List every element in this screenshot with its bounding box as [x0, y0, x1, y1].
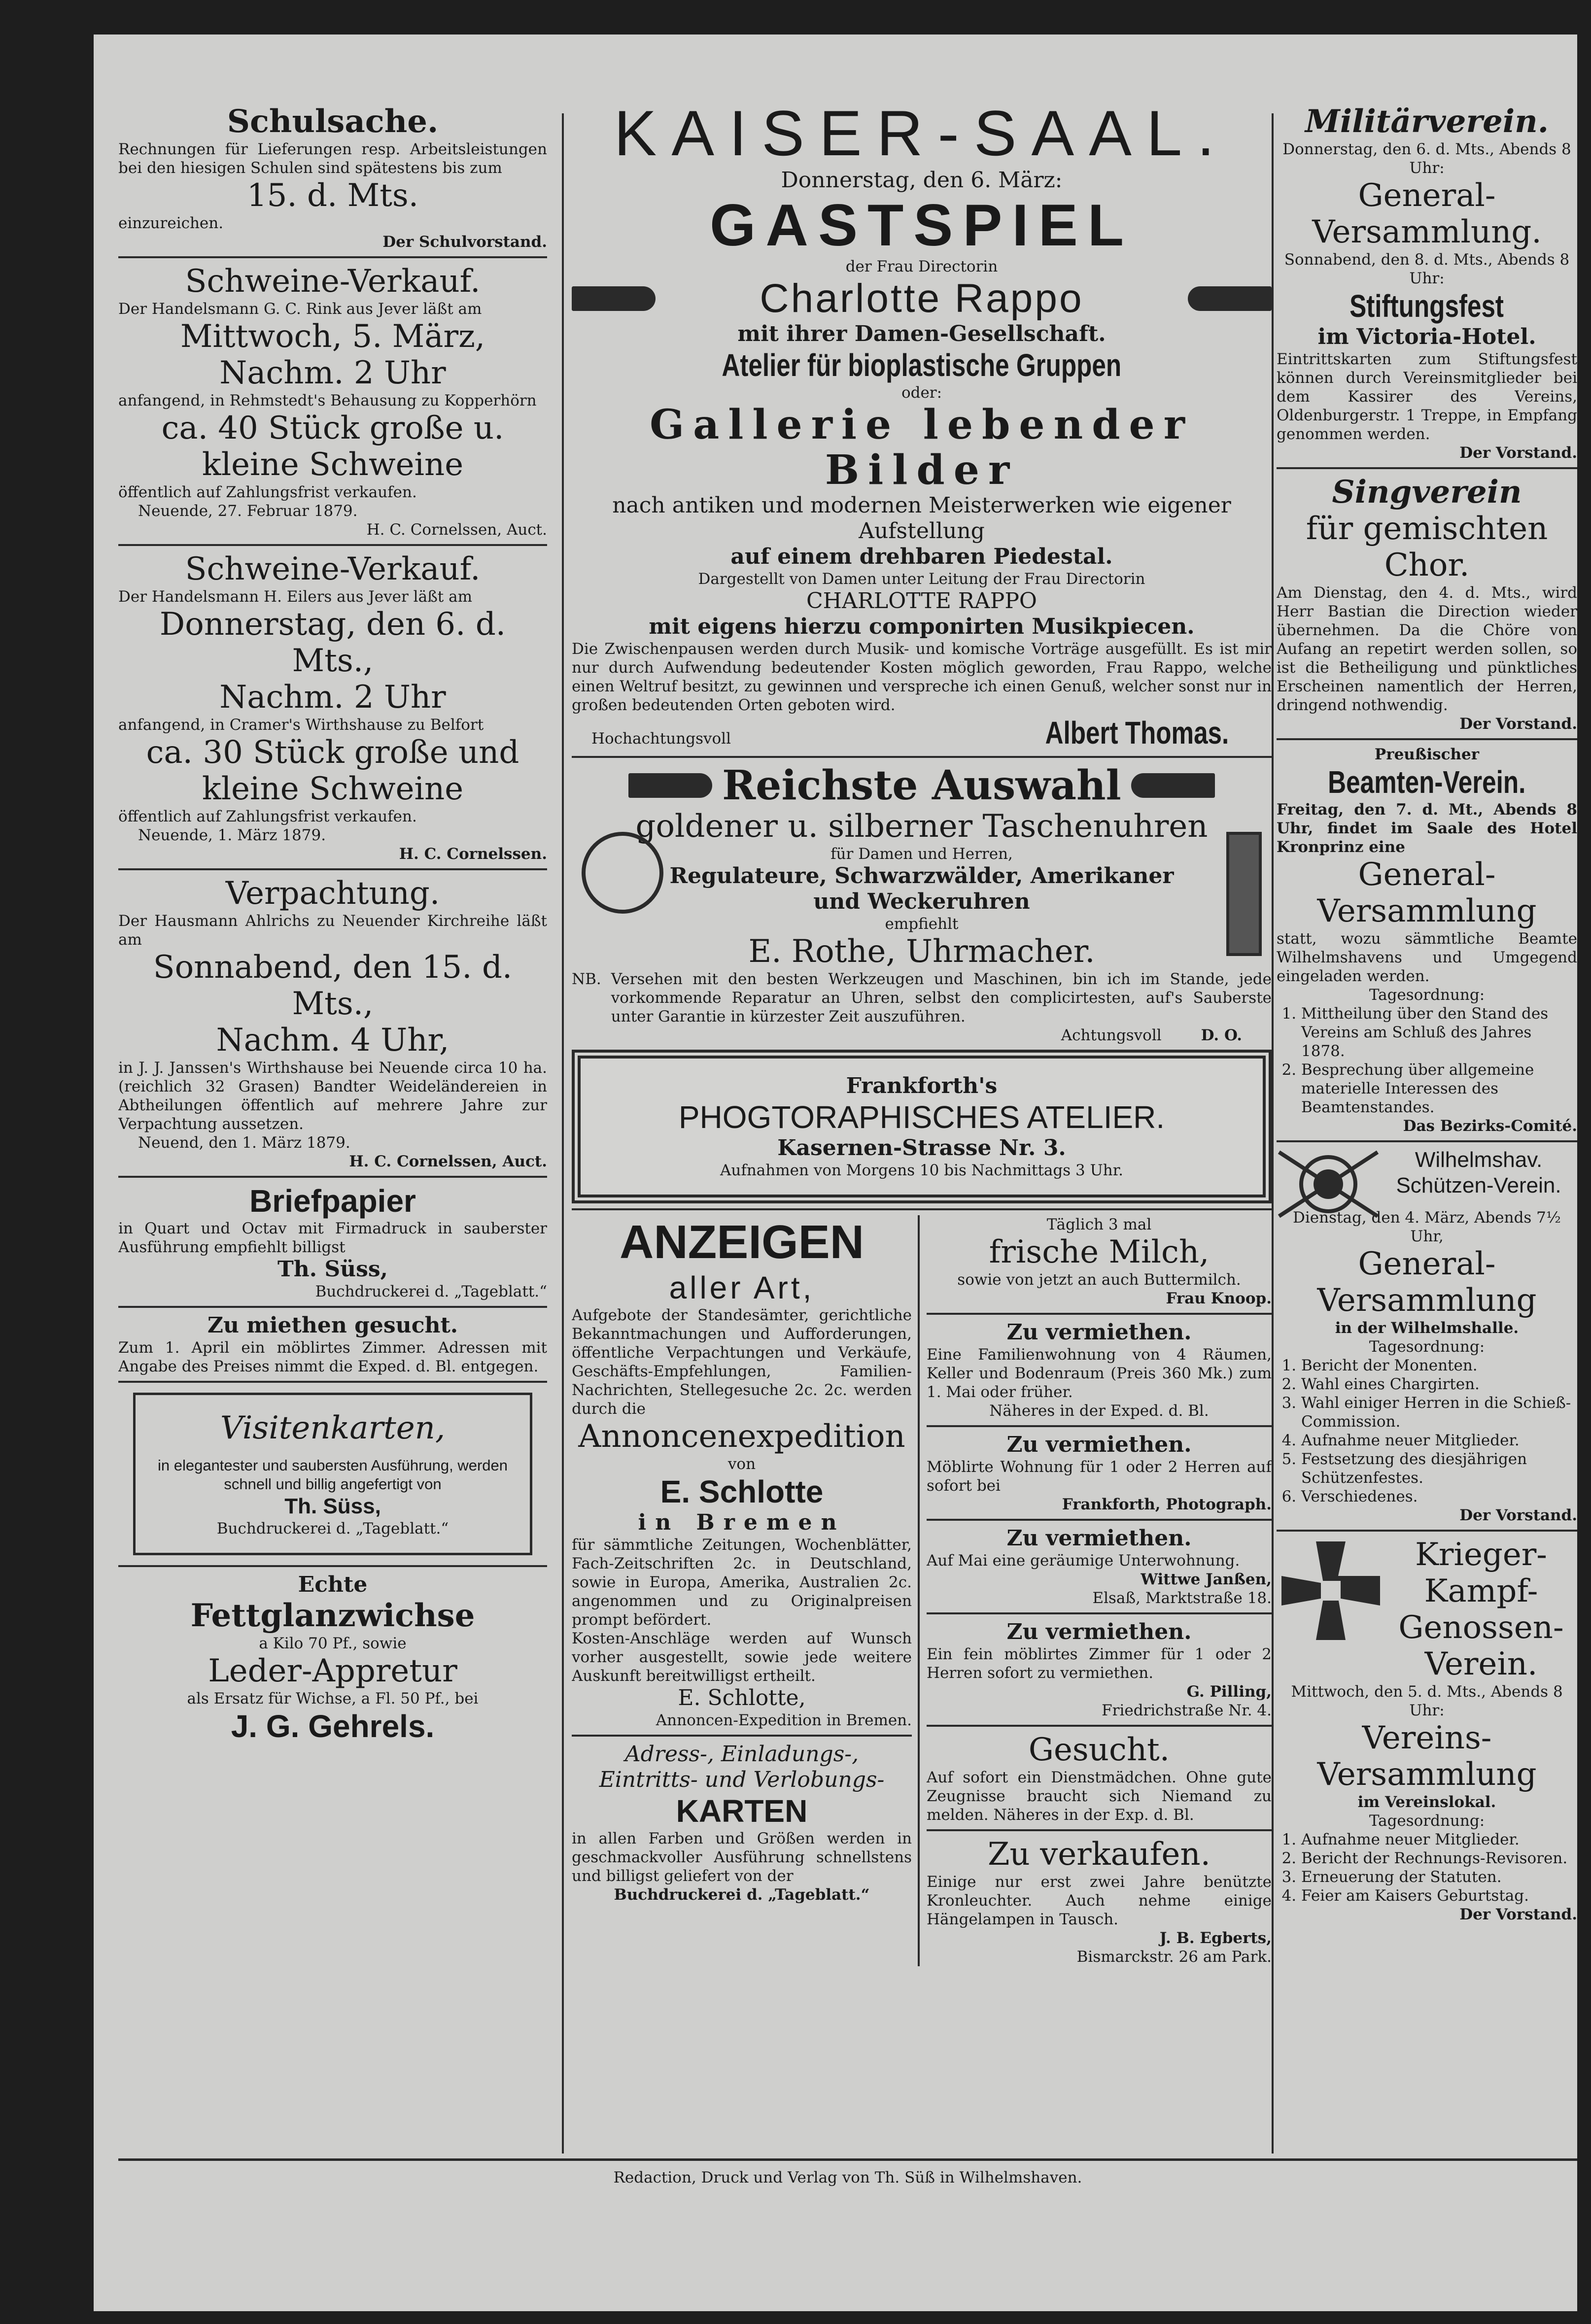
- divider: [927, 1425, 1272, 1427]
- ad-signature: H. C. Cornelssen.: [399, 845, 547, 863]
- ad-signature: Wittwe Janßen,: [1141, 1571, 1272, 1588]
- ad-title: Schweine-Verkauf.: [185, 551, 481, 587]
- ad-subtitle: goldener u. silberner Taschenuhren: [635, 808, 1208, 845]
- ad-text: im Vereinslokal.: [1357, 1793, 1496, 1811]
- ad-text: Rechnungen für Lieferungen resp. Arbeitsleistungen bei den hiesigen Schulen sind spätestens bis zum: [118, 140, 547, 177]
- ad-briefpapier: [118, 1183, 547, 1301]
- ad-heading: Annoncenexpedition: [578, 1418, 905, 1455]
- agenda-item: 4. Feier am Kaisers Geburtstag.: [1301, 1886, 1577, 1905]
- divider: [118, 1381, 547, 1383]
- divider: [1277, 1530, 1577, 1532]
- divider: [118, 1306, 547, 1308]
- ad-title: Schulsache.: [227, 103, 439, 140]
- divider: [572, 756, 1272, 758]
- ad-text: Näheres in der Exped. d. Bl.: [989, 1402, 1209, 1420]
- ad-milch: [927, 1215, 1272, 1308]
- ad-text: Ein fein möblirtes Zimmer für 1 oder 2 Herren sofort zu vermiethen.: [927, 1645, 1272, 1682]
- ad-title: Militärverein.: [1305, 103, 1549, 140]
- ad-text: Achtungsvoll: [1061, 1026, 1162, 1044]
- column-rule-left: [562, 113, 564, 2153]
- ad-title: Visitenkarten,: [220, 1410, 446, 1446]
- ad-title: Singverein: [1332, 474, 1522, 511]
- divider: [927, 1612, 1272, 1614]
- column-middle: [572, 79, 1272, 2124]
- ad-zu-verkaufen: [927, 1836, 1272, 1966]
- ad-beamten-verein: [1277, 745, 1577, 1135]
- target-rifles-icon: [1277, 1147, 1380, 1221]
- ad-heading: Stiftungsfest: [1349, 288, 1504, 324]
- divider: [118, 256, 547, 258]
- ad-text: Kosten-Anschläge werden auf Wunsch vorher ausgestellt, sowie jede weitere Auskunft bereitwilligst ertheilt.: [572, 1630, 912, 1685]
- column-rule-right: [1272, 113, 1274, 2153]
- ad-text: mit ihrer Damen-Gesellschaft.: [737, 321, 1106, 346]
- ad-text: der Frau Directorin: [845, 258, 998, 275]
- pointing-hand-icon: [1131, 773, 1215, 798]
- ad-signature: Der Schulvorstand.: [382, 233, 547, 251]
- ad-heading: General-Versammlung.: [1312, 177, 1542, 250]
- ad-text: Auf Mai eine geräumige Unterwohnung.: [927, 1552, 1240, 1570]
- ad-name: Th. Süss,: [284, 1494, 381, 1518]
- ad-text: Möblirte Wohnung für 1 oder 2 Herren auf sofort bei: [927, 1458, 1272, 1495]
- ad-text: Der Handelsmann H. Eilers aus Jever läßt am: [118, 588, 472, 606]
- ad-heading: General-Versammlung: [1317, 1246, 1537, 1319]
- ad-text: Adress-, Einladungs-,: [624, 1742, 859, 1767]
- ad-subtitle: aller Art,: [669, 1270, 815, 1305]
- ad-text: auf einem drehbaren Piedestal.: [730, 544, 1113, 569]
- ad-text: sowie von jetzt an auch Buttermilch.: [957, 1271, 1241, 1289]
- ad-title: Gesucht.: [1028, 1732, 1170, 1768]
- divider: [118, 868, 547, 870]
- ad-zu-vermiethen-4: [927, 1619, 1272, 1720]
- ad-title: Fettglanzwichse: [190, 1597, 475, 1634]
- column-right: [1277, 79, 1577, 2124]
- ad-text: Eintritts- und Verlobungs-: [599, 1767, 885, 1792]
- ad-signature: Der Vorstand.: [1459, 715, 1577, 733]
- ad-schuetzen-verein: [1277, 1147, 1577, 1525]
- ad-schulsache: [118, 103, 547, 251]
- ad-text: Auf sofort ein Dienstmädchen. Ohne gute Zeugnisse braucht sich Niemand zu melden. Näheres in der Exp. d. Bl.: [927, 1769, 1272, 1824]
- ad-text: anfangend, in Rehmstedt's Behausung zu Kopperhörn: [118, 392, 537, 410]
- agenda-item: 2. Wahl eines Chargirten.: [1301, 1375, 1577, 1394]
- ad-fettglanzwichse: [118, 1572, 547, 1744]
- ad-date: Sonnabend, den 15. d. Mts.,: [153, 949, 513, 1022]
- ad-signature: Buchdruckerei d. „Tageblatt.“: [614, 1886, 870, 1904]
- ad-date: Donnerstag, den 6. d. Mts.,: [159, 606, 506, 679]
- divider: [118, 1176, 547, 1178]
- iron-cross-icon: [1281, 1541, 1380, 1640]
- pointing-hand-icon: [572, 286, 656, 311]
- ad-nb: NB.: [572, 970, 601, 988]
- ad-text: Tagesordnung:: [1369, 986, 1485, 1004]
- ad-text: Versehen mit den besten Werkzeugen und Maschinen, bin ich im Stande, jede vorkommende Reparatur an Uhren, selbst den complicirtesten, auf's Sauberste unter Garantie in kürzester Zeit auszuführen.: [611, 970, 1272, 1025]
- ad-title: Leder-Appretur: [208, 1653, 457, 1689]
- ad-address: Bismarckstr. 26 am Park.: [1076, 1948, 1272, 1966]
- ad-name: Th. Süss,: [277, 1257, 388, 1282]
- ad-text: in elegantester und saubersten Ausführung, werden schnell und billig angefertigt von: [157, 1457, 508, 1493]
- ad-text: in J. J. Janssen's Wirthshause bei Neuende circa 10 ha. (reichlich 32 Grasen) Bandter Weideländereien in Abtheilungen öffentlich auf mehrere Jahre zur Verpachtung aussetzen.: [118, 1059, 547, 1133]
- divider: [927, 1829, 1272, 1831]
- ad-signature: H. C. Cornelssen, Auct.: [366, 521, 547, 539]
- ad-verpachtung: [118, 875, 547, 1171]
- ad-zu-vermiethen-1: [927, 1320, 1272, 1420]
- ad-date: Dienstag, den 4. März, Abends 7½ Uhr,: [1293, 1209, 1561, 1245]
- ad-date: Mittwoch, 5. März,: [180, 318, 485, 355]
- ad-date: Donnerstag, den 6. d. Mts., Abends 8 Uhr:: [1282, 140, 1571, 177]
- divider: [572, 1208, 1272, 1210]
- ad-gesucht: [927, 1732, 1272, 1824]
- ad-singverein: [1277, 474, 1577, 733]
- ad-text: Aufgebote der Standesämter, gerichtliche Bekanntmachungen und Aufforderungen, öffentliche Verpachtungen und Verkäufe, Geschäfts-Empfehlungen, Familien-Nachrichten, Stellegesuche 2c. 2c. werden durch die: [572, 1306, 912, 1418]
- ad-text: Dargestellt von Damen unter Leitung der Frau Directorin: [698, 570, 1145, 588]
- ad-address: Kasernen-Strasse Nr. 3.: [777, 1135, 1066, 1161]
- ad-title: Zu verkaufen.: [988, 1836, 1211, 1873]
- ad-title: Zu vermiethen.: [1006, 1619, 1192, 1644]
- ad-title: ANZEIGEN: [619, 1216, 865, 1268]
- ad-text: Einige nur erst zwei Jahre benützte Kronleuchter. Auch nehme einige Hängelampen in Tausch.: [927, 1873, 1272, 1928]
- ad-subline: Buchdruckerei d. „Tageblatt.“: [315, 1283, 547, 1300]
- ad-text: für Damen und Herren,: [830, 845, 1013, 863]
- footer-rule: [118, 2158, 1577, 2161]
- ad-anzeigen-column: [572, 1215, 920, 1966]
- ad-text: Aufnahmen von Morgens 10 bis Nachmittags 3 Uhr.: [720, 1162, 1123, 1179]
- ad-signature: Frankforth, Photograph.: [1062, 1496, 1272, 1513]
- ad-text: a Kilo 70 Pf., sowie: [259, 1635, 407, 1652]
- ad-text: Eintrittskarten zum Stiftungsfest können durch Vereinsmitglieder bei dem Kassirer des Vereins, Oldenburgerstr. 1 Treppe, in Empfang genommen werden.: [1277, 350, 1577, 443]
- ad-title: Reichste Auswahl: [722, 762, 1121, 809]
- ad-title: Krieger-Kampf-Genossen-Verein.: [1398, 1537, 1564, 1682]
- ad-title: Briefpapier: [249, 1183, 416, 1219]
- agenda-item: 1. Mittheilung über den Stand des Vereins am Schluß des Jahres 1878.: [1301, 1004, 1577, 1060]
- ad-heading: Vereins-Versammlung: [1317, 1720, 1537, 1793]
- ad-zu-vermiethen-2: [927, 1432, 1272, 1514]
- ad-title: KARTEN: [676, 1793, 808, 1829]
- ad-title: Wilhelmshav.: [1415, 1148, 1543, 1172]
- ad-name: E. Schlotte: [660, 1474, 824, 1509]
- divider: [927, 1519, 1272, 1521]
- ad-signature: Frau Knoop.: [1166, 1290, 1272, 1307]
- ad-heading: Atelier für bioplastische Gruppen: [722, 347, 1122, 383]
- ad-text: Der Hausmann Ahlrichs zu Neuender Kirchreihe läßt am: [118, 912, 547, 949]
- divider: [118, 544, 547, 546]
- ad-kaiser-saal: [572, 99, 1272, 751]
- ad-name: E. Rothe, Uhrmacher.: [748, 933, 1095, 970]
- agenda-item: 4. Aufnahme neuer Mitglieder.: [1301, 1431, 1577, 1450]
- ad-signature: D. O.: [1201, 1026, 1242, 1044]
- ad-subline: Buchdruckerei d. „Tageblatt.“: [216, 1520, 449, 1538]
- ad-anzeigen: [572, 1215, 912, 1730]
- ad-text: oder:: [901, 384, 942, 402]
- ad-name: CHARLOTTE RAPPO: [806, 588, 1038, 614]
- agenda-item: 1. Bericht der Monenten.: [1301, 1356, 1577, 1375]
- ad-subline: Annoncen-Expedition in Bremen.: [656, 1711, 912, 1729]
- ad-text: Die Zwischenpausen werden durch Musik- und komische Vorträge ausgefüllt. Es ist mir nur durch Aufwendung bedeutender Kosten möglich geworden, Frau Rappo, welche einen Weltruf besitzt, zu gewinnen und verspreche ich einen Genuß, welcher sonst nur in großen bedeutenden Orten geboten wird.: [572, 640, 1272, 714]
- ad-title: Zu miethen gesucht.: [207, 1313, 458, 1338]
- agenda-item: 5. Festsetzung des diesjährigen Schützenfestes.: [1301, 1450, 1577, 1487]
- ad-amount: ca. 40 Stück große u. kleine Schweine: [161, 410, 504, 483]
- ad-gastspiel: GASTSPIEL: [709, 192, 1134, 258]
- ad-text: einzureichen.: [118, 214, 224, 232]
- ad-signature: Das Bezirks-Comité.: [1403, 1117, 1577, 1135]
- ad-signature: Der Vorstand.: [1459, 1506, 1577, 1524]
- ad-signature: G. Pilling,: [1186, 1683, 1272, 1701]
- ad-text: in allen Farben und Größen werden in geschmackvoller Ausführung schnellstens und billigst geliefert von der: [572, 1830, 912, 1885]
- ad-visitenkarten: [133, 1393, 532, 1555]
- ad-text: anfangend, in Cramer's Wirthshause zu Belfort: [118, 716, 484, 734]
- agenda-item: 1. Aufnahme neuer Mitglieder.: [1301, 1830, 1577, 1849]
- ad-date: 15. d. Mts.: [246, 177, 419, 214]
- ad-title: Schützen-Verein.: [1396, 1173, 1561, 1197]
- ad-title: frische Milch,: [989, 1234, 1210, 1270]
- agenda-item: 3. Erneuerung der Statuten.: [1301, 1868, 1577, 1886]
- ad-militaerverein: [1277, 103, 1577, 462]
- ad-signature: H. C. Cornelssen, Auct.: [349, 1153, 547, 1170]
- ad-title: Zu vermiethen.: [1006, 1320, 1192, 1345]
- ad-schweine-verkauf-2: [118, 551, 547, 863]
- ad-time: Nachm. 4 Uhr,: [216, 1022, 450, 1059]
- ad-signature: Der Vorstand.: [1459, 1906, 1577, 1923]
- ad-time: Nachm. 2 Uhr: [219, 355, 446, 391]
- ad-signature: Albert Thomas.: [1045, 715, 1229, 751]
- ad-date: Sonnabend, den 8. d. Mts., Abends 8 Uhr:: [1284, 251, 1570, 287]
- ad-text: in Bremen: [638, 1510, 846, 1535]
- ad-signature: Der Vorstand.: [1459, 444, 1577, 462]
- pointing-hand-icon: [628, 773, 712, 798]
- ad-text: Der Handelsmann G. C. Rink aus Jever läßt am: [118, 300, 482, 318]
- ad-address: Elsaß, Marktstraße 18.: [1092, 1589, 1272, 1607]
- ad-text: Tagesordnung:: [1369, 1812, 1485, 1830]
- ad-name: Frankforth's: [846, 1073, 998, 1098]
- ad-title: Beamten-Verein.: [1328, 764, 1526, 800]
- ad-heading: Gallerie lebender Bilder: [650, 401, 1194, 494]
- ad-zu-miethen-gesucht: [118, 1313, 547, 1376]
- ad-krieger-verein: [1277, 1537, 1577, 1924]
- ad-text: als Ersatz für Wichse, a Fl. 50 Pf., bei: [187, 1690, 479, 1708]
- ad-name: J. G. Gehrels.: [231, 1709, 435, 1744]
- ad-text: von: [727, 1455, 756, 1473]
- footer-imprint: Redaction, Druck und Verlag von Th. Süß in Wilhelmshaven.: [613, 2169, 1082, 2187]
- ad-signature: J. B. Egberts,: [1159, 1929, 1272, 1947]
- ad-text: in der Wilhelmshalle.: [1335, 1319, 1519, 1337]
- ad-name: Charlotte Rappo: [760, 276, 1084, 321]
- ad-title: Schweine-Verkauf.: [185, 263, 481, 300]
- pointing-hand-icon: [1188, 286, 1272, 311]
- ad-amount: ca. 30 Stück große und kleine Schweine: [146, 734, 519, 807]
- ad-text: Regulateure, Schwarzwälder, Amerikaner: [669, 863, 1174, 889]
- ad-date: Donnerstag, den 6. März:: [781, 168, 1063, 193]
- divider: [1277, 467, 1577, 469]
- ad-text: Tagesordnung:: [1369, 1338, 1485, 1356]
- ad-dateline: Neuend, den 1. März 1879.: [138, 1134, 350, 1152]
- ad-karten: [572, 1742, 912, 1904]
- ad-text: Zum 1. April ein möblirtes Zimmer. Adressen mit Angabe des Preises nimmt die Exped. d. Bl. entgegen.: [118, 1339, 547, 1375]
- ad-text: öffentlich auf Zahlungsfrist verkaufen.: [118, 808, 417, 825]
- agenda-item: 2. Bericht der Rechnungs-Revisoren.: [1301, 1849, 1577, 1868]
- ad-address: Friedrichstraße Nr. 4.: [1102, 1702, 1272, 1719]
- ad-subtitle: für gemischten Chor.: [1306, 511, 1548, 583]
- ad-text: empfiehlt: [885, 915, 959, 933]
- ad-schweine-verkauf-1: [118, 263, 547, 539]
- ad-title: KAISER-SAAL.: [614, 97, 1230, 169]
- ad-text: im Victoria-Hotel.: [1317, 324, 1536, 349]
- ad-dateline: Neuende, 27. Februar 1879.: [138, 502, 358, 520]
- divider: [572, 1735, 912, 1737]
- ad-text: Eine Familienwohnung von 4 Räumen, Keller und Bodenraum (Preis 360 Mk.) zum 1. Mai oder früher.: [927, 1346, 1272, 1401]
- divider: [927, 1725, 1272, 1727]
- ad-frankforth-atelier: [572, 1050, 1272, 1203]
- ad-dateline: Neuende, 1. März 1879.: [138, 826, 326, 844]
- ad-title: Verpachtung.: [225, 875, 440, 912]
- ad-text: mit eigens hierzu componirten Musikpiecen.: [649, 614, 1195, 639]
- ad-zu-vermiethen-3: [927, 1526, 1272, 1607]
- agenda-item: 3. Wahl einiger Herren in die Schieß-Commission.: [1301, 1394, 1577, 1431]
- ad-text: nach antiken und modernen Meisterwerken wie eigener Aufstellung: [612, 493, 1231, 544]
- pocket-watch-icon: [582, 832, 663, 914]
- ad-time: Nachm. 2 Uhr: [219, 679, 446, 716]
- ad-heading: General-Versammlung: [1317, 856, 1537, 929]
- agenda-item: 6. Verschiedenes.: [1301, 1487, 1577, 1506]
- ad-text: Hochachtungsvoll: [591, 730, 731, 748]
- divider: [1277, 1140, 1577, 1142]
- ad-text: statt, wozu sämmtliche Beamte Wilhelmshavens und Umgegend eingeladen werden.: [1277, 930, 1577, 985]
- ad-date: Freitag, den 7. d. Mt., Abends 8 Uhr, findet im Saale des Hotel Kronprinz eine: [1277, 801, 1577, 856]
- ad-uhren: [572, 763, 1272, 1045]
- ad-text: in Quart und Octav mit Firmadruck in sauberster Ausführung empfiehlt billigst: [118, 1220, 547, 1256]
- ad-top: Preußischer: [1374, 746, 1480, 763]
- divider: [118, 1565, 547, 1567]
- divider: [1277, 738, 1577, 740]
- ad-text: Am Dienstag, den 4. d. Mts., wird Herr Bastian die Direction wieder übernehmen. Da die Chöre von Aufang an repetirt werden sollen, so ist die Betheiligung und pünktliches Erscheinen namentlich der Herren, dringend nothwendig.: [1277, 584, 1577, 714]
- ad-top: Täglich 3 mal: [1046, 1216, 1152, 1233]
- ad-signature: E. Schlotte,: [678, 1685, 806, 1710]
- ad-text: für sämmtliche Zeitungen, Wochenblätter, Fach-Zeitschriften 2c. in Deutschland, sowie in Europa, Amerika, Australien 2c. angenommen und zu Originalpreisen prompt befördert.: [572, 1536, 912, 1629]
- ad-title: Zu vermiethen.: [1006, 1526, 1192, 1551]
- ad-text: und Weckeruhren: [813, 889, 1030, 914]
- ad-text: öffentlich auf Zahlungsfrist verkaufen.: [118, 483, 417, 501]
- column-left: [118, 79, 547, 2124]
- ad-small-column: [927, 1215, 1272, 1966]
- ad-title: Zu vermiethen.: [1006, 1432, 1192, 1457]
- ad-date: Mittwoch, den 5. d. Mts., Abends 8 Uhr:: [1291, 1683, 1563, 1719]
- ad-top: Echte: [298, 1572, 368, 1597]
- ad-title: PHOGTORAPHISCHES ATELIER.: [678, 1099, 1165, 1135]
- agenda-item: 2. Besprechung über allgemeine materielle Interessen des Beamtenstandes.: [1301, 1060, 1577, 1117]
- divider: [927, 1313, 1272, 1315]
- regulator-clock-icon: [1226, 832, 1262, 956]
